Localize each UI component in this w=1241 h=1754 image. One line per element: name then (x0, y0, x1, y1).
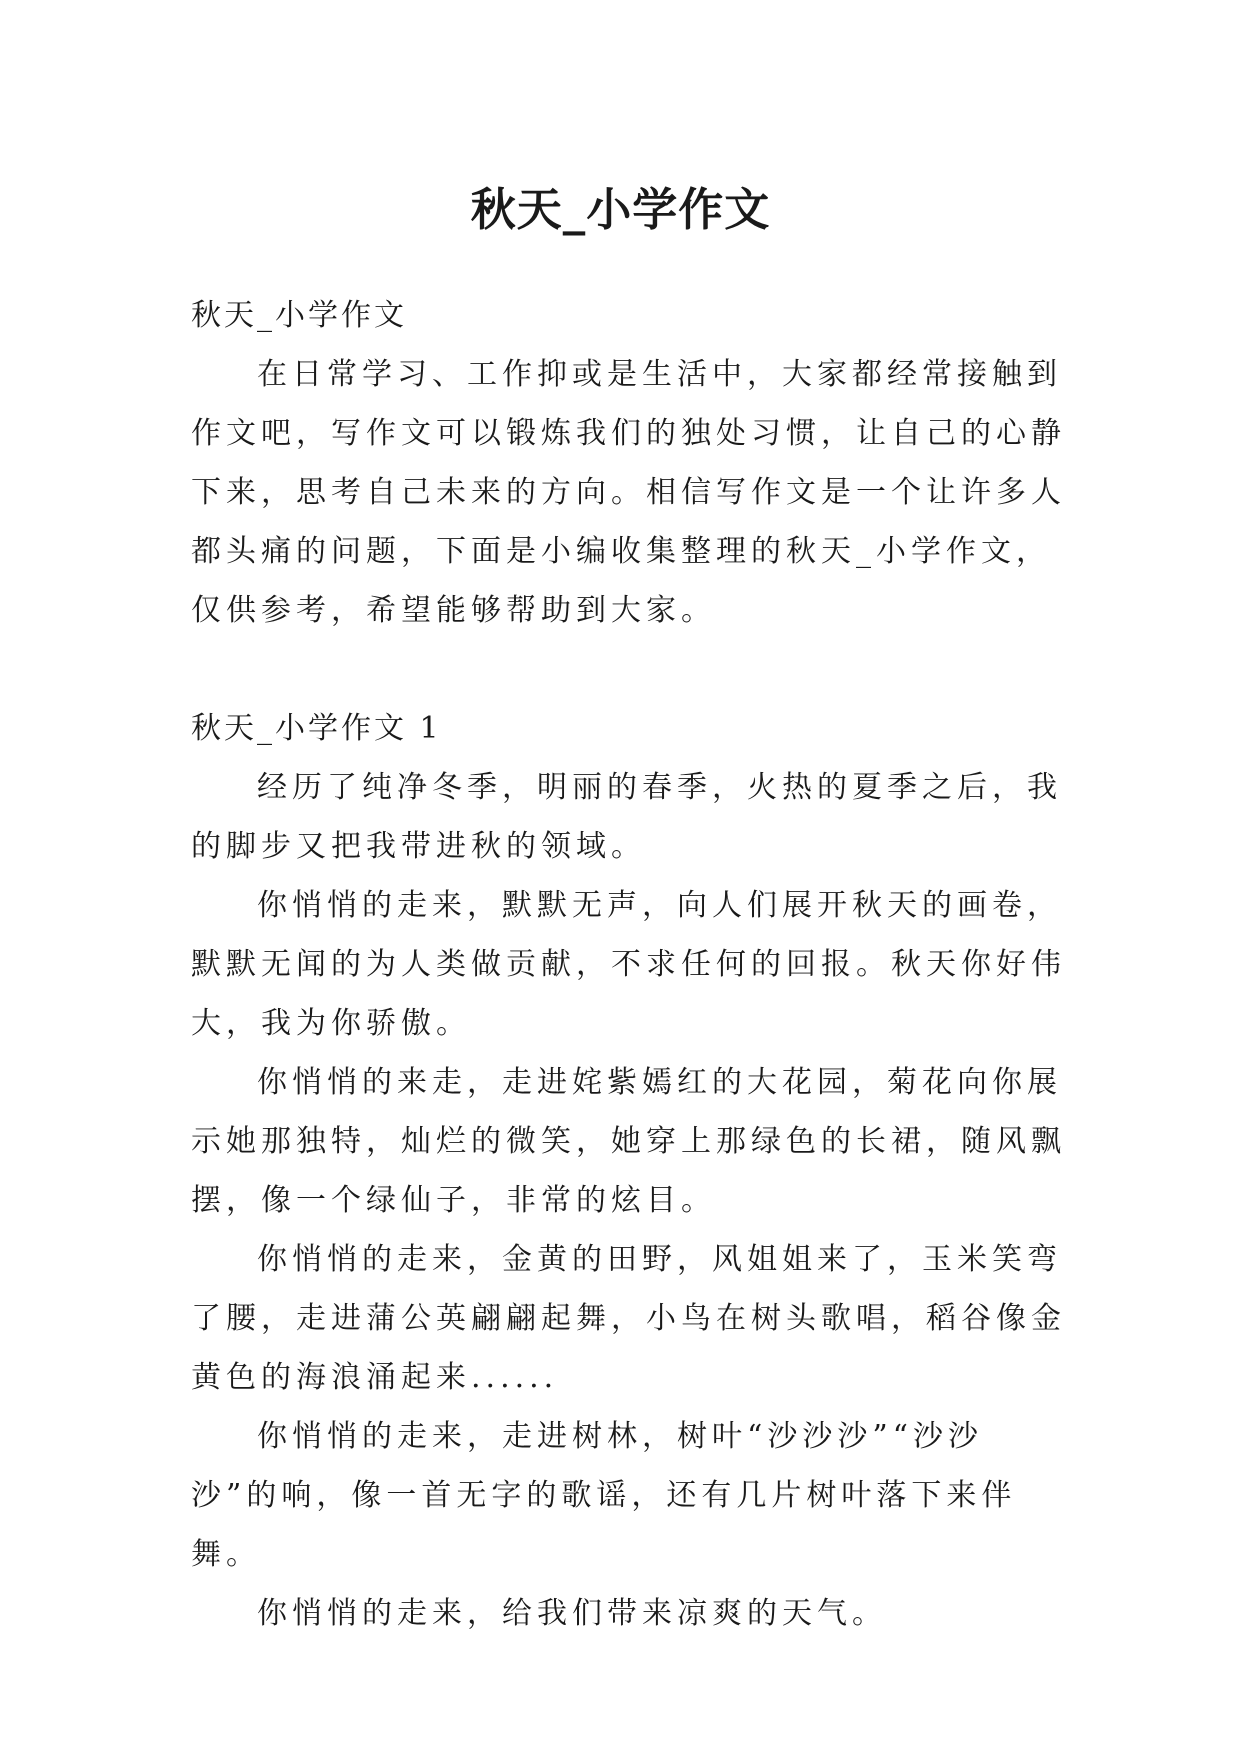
essay-paragraph: 经历了纯净冬季，明丽的春季，火热的夏季之后，我的脚步又把我带进秋的领域。 (191, 770, 1062, 864)
essay-paragraph: 你悄悄的走来，走进树林，树叶“沙沙沙”“沙沙沙”的响，像一首无字的歌谣，还有几片树叶落下来伴舞。 (191, 1419, 1017, 1572)
document-body (191, 286, 1071, 1643)
essay-paragraph: 你悄悄的来走，走进姹紫嫣红的大花园，菊花向你展示她那独特，灿烂的微笑，她穿上那绿色的长裙，随风飘摆，像一个绿仙子，非常的炫目。 (191, 1065, 1066, 1218)
essay-paragraph: 你悄悄的走来，金黄的田野，风姐姐来了，玉米笑弯了腰，走进蒲公英翩翩起舞，小鸟在树头歌唱，稻谷像金黄色的海浪涌起来...... (191, 1242, 1066, 1395)
document-title: 秋天_小学作文 (470, 183, 771, 237)
section-spacer (191, 640, 1071, 699)
essay-paragraph: 你悄悄的走来，给我们带来凉爽的天气。 (257, 1596, 887, 1631)
essay-paragraph: 你悄悄的走来，默默无声，向人们展开秋天的画卷，默默无闻的为人类做贡献，不求任何的回报。秋天你好伟大，我为你骄傲。 (191, 888, 1066, 1041)
intro-paragraph: 在日常学习、工作抑或是生活中，大家都经常接触到作文吧，写作文可以锻炼我们的独处习惯，让自己的心静下来，思考自己未来的方向。相信写作文是一个让许多人都头痛的问题，下面是小编收集整理的秋天_小学作文，仅供参考，希望能够帮助到大家。 (191, 357, 1066, 628)
intro-heading: 秋天_小学作文 (191, 298, 407, 333)
essay-heading: 秋天_小学作文 1 (191, 711, 442, 746)
